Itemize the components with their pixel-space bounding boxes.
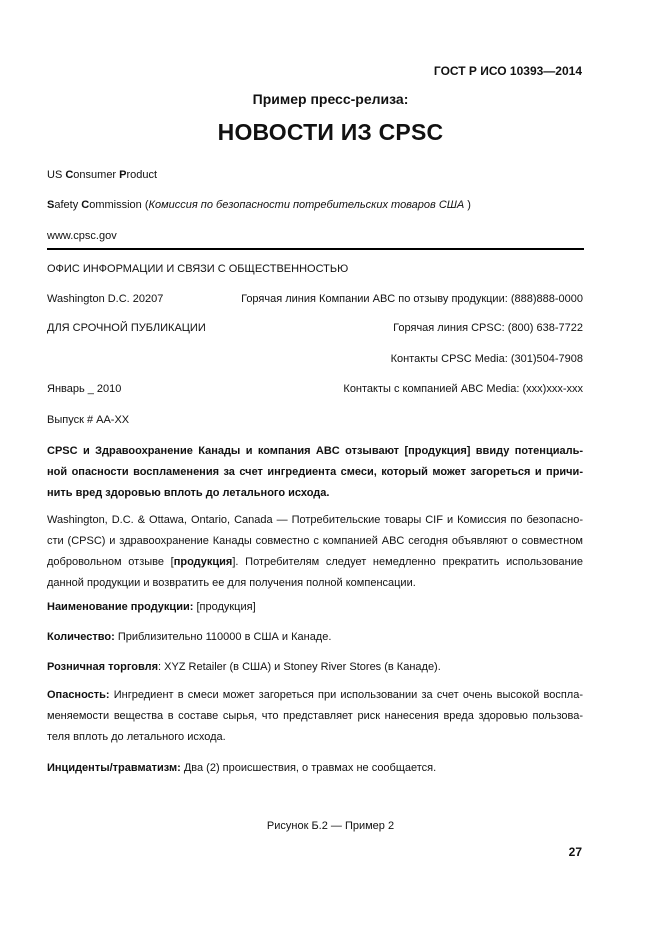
headline-line: CPSC и Здравоохранение Канады и компания ABC отзывают [продукция] ввиду потенциаль- (47, 445, 583, 457)
retail: Розничная торговля: XYZ Retailer (в США) и Stoney River Stores (в Канаде). (47, 661, 441, 673)
page-number: 27 (568, 845, 582, 859)
intro-line: данной продукции и возвратить ее для получения полной компенсации. (47, 577, 416, 589)
page-title: НОВОСТИ ИЗ CPSC (217, 119, 444, 145)
org-line-1: US Consumer Product (47, 169, 158, 181)
intro-line: добровольном отзыве [продукция]. Потребителям следует немедленно прекратить использование (47, 556, 583, 568)
abc-media-contact: Контакты с компанией ABC Media: (xxx)xxx-xxx (343, 383, 583, 395)
release-date: Январь _ 2010 (47, 383, 122, 395)
quantity: Количество: Приблизительно 110000 в США и Канаде. (47, 631, 332, 643)
immediate-release: ДЛЯ СРОЧНОЙ ПУБЛИКАЦИИ (47, 322, 206, 334)
office-heading: ОФИС ИНФОРМАЦИИ И СВЯЗИ С ОБЩЕСТВЕННОСТЬЮ (47, 263, 349, 275)
headline-line: ной опасности воспламенения за счет ингредиента смеси, который может загореться и причи- (47, 466, 583, 478)
hazard (47, 685, 583, 748)
divider (47, 248, 584, 250)
subtitle: Пример пресс-релиза: (252, 91, 409, 107)
headline (47, 441, 583, 504)
location: Washington D.C. 20207 (47, 293, 164, 305)
figure-caption: Рисунок Б.2 — Пример 2 (266, 820, 395, 832)
product-name: Наименование продукции: [продукция] (47, 601, 256, 613)
abc-hotline: Горячая линия Компании ABC по отзыву продукции: (888)888-0000 (241, 293, 583, 305)
incidents: Инциденты/травматизм: Два (2) происшествия, о травмах не сообщается. (47, 762, 437, 774)
cpsc-media-contact: Контакты CPSC Media: (301)504-7908 (390, 353, 583, 365)
hazard-line: Опасность: Ингредиент в смеси может загореться при использовании за счет очень высокой воспла- (47, 689, 583, 701)
hazard-line: теля вплоть до летального исхода. (47, 731, 226, 743)
website-link[interactable]: www.cpsc.gov (47, 230, 117, 242)
intro-line: Washington, D.C. & Ottawa, Ontario, Canada — Потребительские товары CIF и Комиссия по безопасно- (47, 514, 583, 526)
headline-line: нить вред здоровью вплоть до летального исхода. (47, 487, 330, 499)
org-line-2: Safety Commission (Комиссия по безопасности потребительских товаров США ) (47, 199, 471, 211)
cpsc-hotline: Горячая линия CPSC: (800) 638-7722 (393, 322, 583, 334)
intro-line: сти (CPSC) и здравоохранение Канады совместно с компанией ABC сегодня объявляют о совместном (47, 535, 583, 547)
standard-number: ГОСТ Р ИСО 10393—2014 (433, 64, 582, 78)
hazard-line: меняемости вещества в составе сырья, что представляет риск нанесения вреда здоровью пользова- (47, 710, 583, 722)
intro-paragraph (47, 510, 583, 594)
release-number: Выпуск # AA-XX (47, 414, 130, 426)
